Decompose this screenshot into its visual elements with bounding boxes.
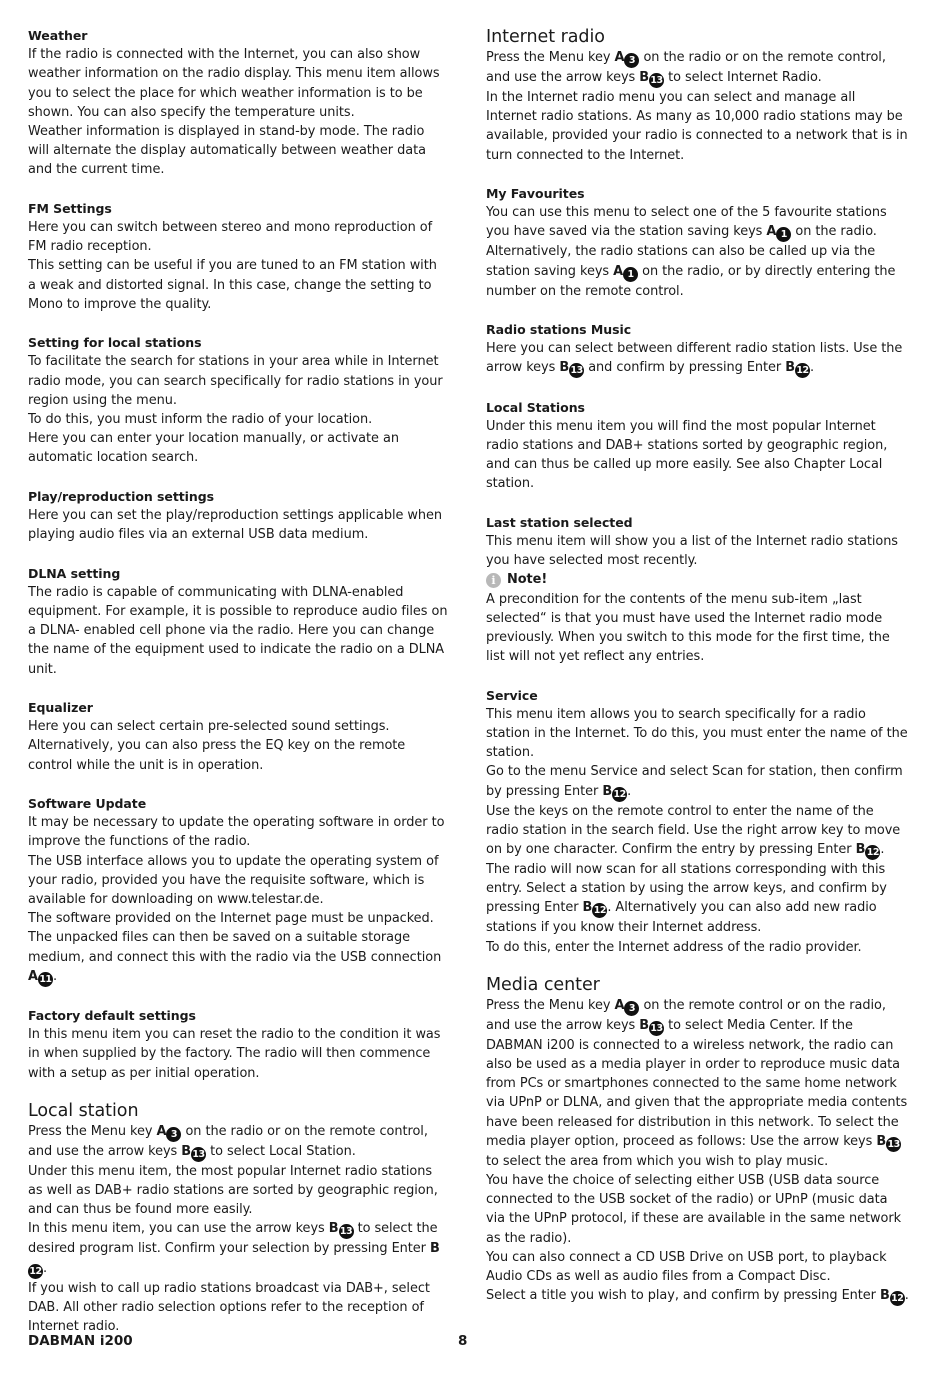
paragraph: Weather information is displayed in stand-by mode. The radio will alternate the display automatically between weather data and the current time.: [28, 124, 426, 178]
paragraph: A precondition for the contents of the menu sub-item „last selected“ is that you must have used the Internet radio mode previously. When you switch to this mode for the first time, the list will not yet reflect any entries.: [486, 591, 890, 665]
section-heading: Setting for local stations: [28, 335, 202, 351]
fm-settings-section: [28, 199, 448, 314]
key-number-badge: 11: [39, 973, 52, 985]
key-number-badge: 13: [887, 1138, 900, 1150]
paragraph: Here you can switch between stereo and mono reproduction of FM radio reception.: [28, 220, 433, 255]
paragraph: Go to the menu Service and select Scan for station, then confirm by pressing Enter B12.: [486, 764, 903, 800]
dlna-section: [28, 564, 448, 679]
key-number-badge: 12: [796, 365, 809, 377]
paragraph: Here you can set the play/reproduction settings applicable when playing audio files via an external USB data medium.: [28, 508, 443, 543]
my-favourites-section: [486, 184, 910, 301]
section-heading: Play/reproduction settings: [28, 488, 215, 504]
key-number-badge: 3: [624, 53, 639, 68]
key-number-badge: 12: [593, 905, 606, 917]
radio-stations-music-section: [486, 320, 910, 378]
section-heading: Last station selected: [486, 514, 633, 530]
product-name: DABMAN i200: [28, 1333, 133, 1349]
section-heading: Radio stations Music: [486, 322, 632, 337]
key-number-badge: 3: [624, 1001, 639, 1016]
service-section: [486, 686, 910, 957]
key-number-badge: 1: [776, 227, 791, 242]
section-heading: Weather: [28, 28, 88, 43]
paragraph: This setting can be useful if you are tuned to an FM station with a weak and distorted signal. In this case, change the setting to Mono to improve the quality.: [28, 258, 437, 312]
paragraph: The software provided on the Internet page must be unpacked. The unpacked files can then be saved on a suitable storage medium, and connect this with the radio via the USB connection A11.: [28, 911, 442, 985]
paragraph: Use the keys on the remote control to enter the name of the radio station in the search field. Use the right arrow key to move on by one character. Confirm the entry by pressing Enter B12.: [486, 803, 901, 859]
key-number-badge: 13: [650, 1022, 663, 1034]
paragraph: Press the Menu key A 3 on the radio or on the remote control, and use the arrow keys B13 to select Internet Radio.: [486, 50, 886, 86]
software-update-section: [28, 794, 448, 987]
key-number-badge: 13: [192, 1148, 205, 1160]
note-label: Note!: [507, 572, 548, 588]
paragraph: In this menu item, you can use the arrow keys B13 to select the desired program list. Confirm your selection by pressing Enter B12.: [28, 1221, 440, 1277]
paragraph: To do this, you must inform the radio of your location.: [28, 412, 373, 428]
key-number-badge: 12: [613, 788, 626, 800]
local-settings-section: [28, 333, 448, 467]
local-stations-section: [486, 398, 910, 494]
paragraph: Here you can select certain pre-selected sound settings. Alternatively, you can also press the EQ key on the remote control while the unit is in operation.: [28, 719, 406, 773]
play-settings-section: [28, 487, 448, 545]
paragraph: Press the Menu key A 3 on the radio or on the remote control, and use the arrow keys B13 to select Local Station.: [28, 1123, 428, 1160]
section-heading: DLNA setting: [28, 565, 121, 581]
equalizer-section: [28, 698, 448, 775]
info-icon: i: [486, 573, 501, 588]
key-number-badge: 13: [650, 75, 663, 86]
media-center-section: [486, 974, 910, 1306]
note-heading: [486, 570, 910, 589]
paragraph: This menu item will show you a list of the Internet radio stations you have selected most recently.: [486, 534, 898, 569]
local-station-section: [28, 1100, 448, 1336]
paragraph: This menu item allows you to search specifically for a radio station in the Internet. To do this, you must enter the name of the station.: [486, 706, 908, 761]
section-heading: Local Stations: [486, 399, 585, 415]
section-heading: My Favourites: [486, 186, 585, 201]
paragraph: The radio is capable of communicating with DLNA-enabled equipment. For example, it is possible to reproduce audio files on a DLNA- enabled cell phone via the radio. Here you can change the name of the equipment used to indicate the radio on a DLNA unit.: [28, 584, 448, 677]
right-column: [486, 26, 910, 1306]
weather-section: [28, 26, 448, 180]
factory-default-section: [28, 1006, 448, 1083]
paragraph: You can also connect a CD USB Drive on USB port, to playback Audio CDs as well as audio files from a Compact Disc.: [486, 1249, 887, 1285]
paragraph: In this menu item you can reset the radio to the condition it was in when supplied by the factory. The radio will then commence with a setup as per initial operation.: [28, 1027, 441, 1081]
section-heading: Software Update: [28, 796, 147, 812]
paragraph: Here you can enter your location manually, or activate an automatic location search.: [28, 431, 399, 466]
paragraph: The USB interface allows you to update the operating system of your radio, provided you have the requisite software, which is available for downloading on www.telestar.de.: [28, 853, 439, 908]
last-station-section: [486, 513, 910, 667]
page-number: 8: [458, 1333, 468, 1349]
paragraph: The radio will now scan for all stations corresponding with this entry. Select a station by using the arrow keys, and confirm by pressing Enter B12. Alternatively you can also add new radio stations if you know their Internet address.: [486, 862, 887, 936]
paragraph: To facilitate the search for stations in your area while in Internet radio mode, you can search specifically for radio stations in your region using the menu.: [28, 354, 443, 408]
left-column: [28, 26, 448, 1336]
paragraph: If the radio is connected with the Internet, you can also show weather information on the radio display. This menu item allows you to select the place for which weather information is to be shown. You can also specify the temperature units.: [28, 47, 440, 120]
paragraph: In the Internet radio menu you can select and manage all Internet radio stations. As many as 10,000 radio stations may be available, provided your radio is connected to a network that is in turn connected to the Internet.: [486, 90, 908, 163]
section-heading: Factory default settings: [28, 1008, 196, 1024]
paragraph: To do this, enter the Internet address of the radio provider.: [486, 939, 862, 955]
paragraph: Select a title you wish to play, and confirm by pressing Enter B12.: [486, 1288, 909, 1305]
paragraph: Under this menu item, the most popular Internet radio stations as well as DAB+ radio stations are sorted by geographic region, and can thus be found more easily.: [28, 1163, 438, 1218]
key-number-badge: 12: [891, 1293, 904, 1305]
chapter-heading: Internet radio: [486, 27, 605, 47]
chapter-heading: Media center: [486, 974, 600, 995]
paragraph: Here you can select between different radio station lists. Use the arrow keys B13 and confirm by pressing Enter B12.: [486, 341, 903, 377]
paragraph: Alternatively, the radio stations can also be called up via the station saving keys A 1 on the radio, or by directly entering the number on the remote control.: [486, 244, 896, 299]
page-footer: [28, 1333, 908, 1349]
paragraph: You can use this menu to select one of the 5 favourite stations you have saved via the station saving keys A 1 on the radio.: [486, 205, 887, 241]
section-heading: Equalizer: [28, 700, 93, 716]
key-number-badge: 3: [166, 1127, 181, 1142]
key-label: A: [28, 968, 38, 984]
paragraph: You have the choice of selecting either USB (USB data source connected to the USB socket of the radio) or UPnP (music data via the UPnP protocol, if these are available in the same network as the radio).: [486, 1173, 902, 1246]
key-number-badge: 13: [339, 1226, 353, 1238]
key-number-badge: 12: [29, 1265, 42, 1277]
internet-radio-section: [486, 26, 910, 165]
paragraph: It may be necessary to update the operating software in order to improve the functions of the radio.: [28, 815, 445, 850]
key-number-badge: 1: [623, 267, 638, 282]
section-heading: FM Settings: [28, 200, 112, 216]
key-number-badge: 13: [570, 365, 583, 377]
paragraph: Under this menu item you will find the most popular Internet radio stations and DAB+ stations sorted by geographic region, and can thus be called up more easily. See also Chapter Local station.: [486, 418, 888, 492]
key-number-badge: 12: [866, 847, 879, 859]
paragraph: Press the Menu key A 3 on the remote control or on the radio, and use the arrow keys B13 to select Media Center. If the DABMAN i200 is connected to a wireless network, the radio can also be used as a media player in order to reproduce music data from PCs or smartphones connected to the same home network via UPnP or DLNA, and given that the appropriate media contents have been released for distribution in this network. To select the media player option, proceed as follows: Use the arrow keys B13 to select the area from which you wish to play music.: [486, 997, 908, 1169]
paragraph: If you wish to call up radio stations broadcast via DAB+, select DAB. All other radio selection options refer to the reception of Internet radio.: [28, 1280, 430, 1335]
chapter-heading: Local station: [28, 1100, 139, 1121]
section-heading: Service: [486, 687, 538, 703]
